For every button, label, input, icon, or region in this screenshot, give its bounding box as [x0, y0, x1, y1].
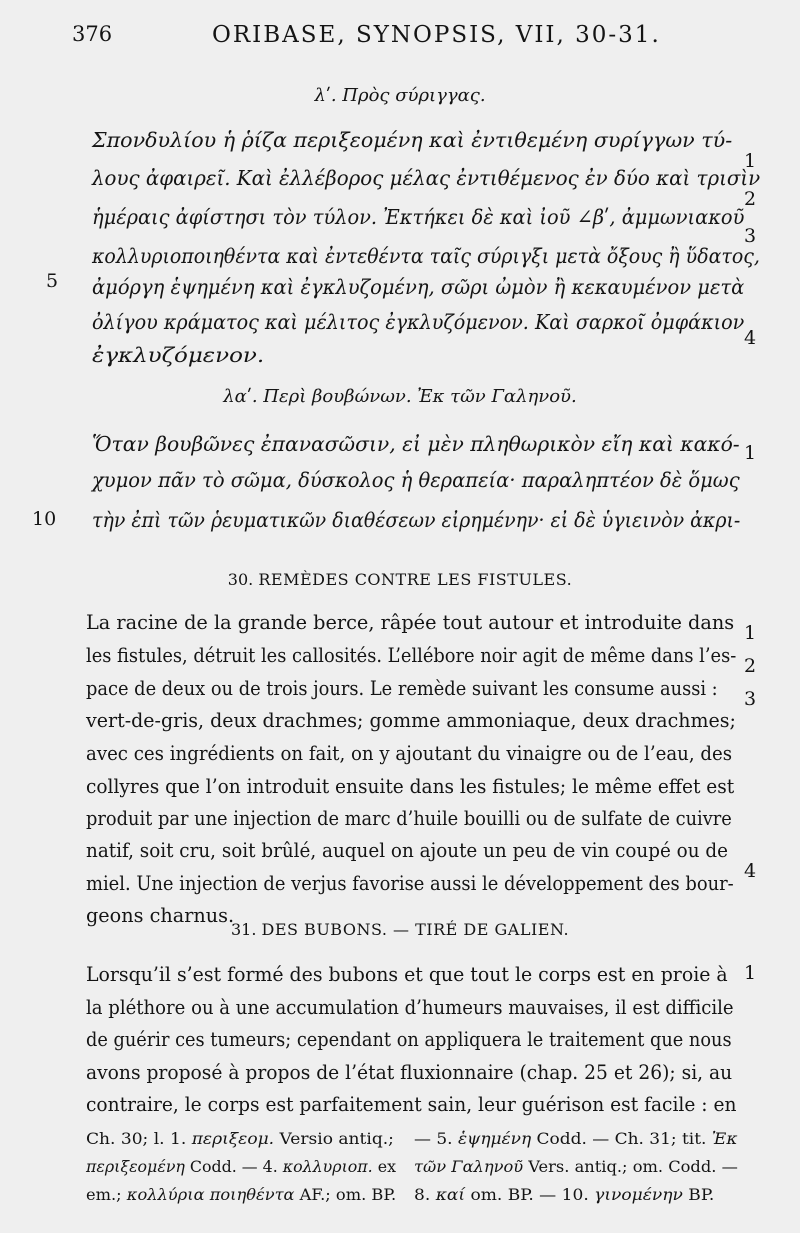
greek-line-number-5: 5	[46, 270, 59, 292]
footnote-right-line-1	[414, 1130, 737, 1148]
greek-chapter-31-line-1: Ὅταν βουβῶνες ἐπανασῶσιν, εἰ μὲν πληθωρικὸν εἴη καὶ κακό-	[92, 432, 740, 456]
french-chapter-31-line-1: Lorsqu’il s’est formé des bubons et que tout le corps est en proie à	[86, 962, 728, 986]
french-chapter-30-line-2: les fistules, détruit les callosités. L’ellébore noir agit de même dans l’es-	[86, 643, 737, 667]
footnote-right-line-3	[414, 1186, 714, 1204]
greek-chapter-30-ref-2: 2	[744, 188, 757, 210]
greek-chapter-30-line-5: ἀμόργη ἑψημένη καὶ ἐγκλυζομένη, σῶρι ὠμὸν ἢ κεκαυμένον μετὰ	[92, 275, 745, 299]
greek-chapter-30-line-7: ἐγκλυζόμενον.	[92, 343, 265, 367]
french-chapter-31-line-5: contraire, le corps est parfaitement sain, leur guérison est facile : en	[86, 1092, 737, 1116]
greek-line-number-10: 10	[32, 508, 57, 530]
french-chapter-31-line-4: avons proposé à propos de l’état fluxionnaire (chap. 25 et 26); si, au	[86, 1060, 733, 1084]
footnote-left-line-2-part-1: περιξεομένη	[86, 1158, 185, 1176]
footnote-right-line-3-part-1: 8.	[414, 1186, 436, 1204]
french-chapter-30-ref-2: 2	[744, 655, 757, 677]
french-chapter-31-ref-1: 1	[744, 962, 757, 984]
footnote-left-line-2-part-3: κολλυριοπ.	[282, 1158, 373, 1176]
greek-chapter-31-ref-1: 1	[744, 442, 757, 464]
french-chapter-30-line-9: miel. Une injection de verjus favorise aussi le développement des bour-	[86, 871, 734, 895]
greek-chapter-30-title: λʹ. Πρὸς σύριγγας.	[314, 85, 486, 106]
greek-chapter-30-ref-3: 3	[744, 225, 757, 247]
footnote-left-line-3-part-1: em.;	[86, 1186, 127, 1204]
footnote-right-line-2-part-2: Vers. antiq.; om. Codd. —	[523, 1158, 738, 1176]
footnote-left-line-1	[86, 1130, 394, 1148]
french-chapter-30-line-8: natif, soit cru, soit brûlé, auquel on ajoute un peu de vin coupé ou de	[86, 838, 728, 862]
footnote-left-line-2-part-4: ex	[372, 1158, 396, 1176]
french-chapter-30-line-6: collyres que l’on introduit ensuite dans les fistules; le même effet est	[86, 774, 735, 798]
french-chapter-30-line-5: avec ces ingrédients on fait, on y ajoutant du vinaigre ou de l’eau, des	[86, 741, 733, 765]
french-chapter-31-line-3: de guérir ces tumeurs; cependant on appliquera le traitement que nous	[86, 1027, 732, 1051]
footnote-left-line-2-part-2: Codd. — 4.	[184, 1158, 283, 1176]
footnote-left-line-1-part-3: Versio antiq.;	[274, 1130, 394, 1148]
footnote-right-line-2-part-1: τῶν Γαληνοῦ	[414, 1158, 524, 1176]
french-chapter-30-line-1: La racine de la grande berce, râpée tout autour et introduite dans	[86, 610, 735, 634]
footnote-left-line-3-part-3: AF.; om. BP.	[294, 1186, 397, 1204]
french-chapter-30-ref-3: 3	[744, 688, 757, 710]
greek-chapter-30-ref-4: 4	[744, 327, 757, 349]
greek-chapter-30-line-2: λους ἀφαιρεῖ. Καὶ ἐλλέβορος μέλας ἐντιθέμενος ἐν δύο καὶ τρισὶν	[92, 166, 761, 190]
page-number: 376	[72, 22, 113, 46]
footnote-right-line-3-part-4: γινομένην	[594, 1186, 683, 1204]
french-chapter-30-line-4: vert-de-gris, deux drachmes; gomme ammoniaque, deux drachmes;	[86, 708, 736, 732]
greek-chapter-30-line-1: Σπονδυλίου ἡ ῥίζα περιξεομένη καὶ ἐντιθεμένη συρίγγων τύ-	[92, 128, 733, 152]
greek-chapter-31-title: λαʹ. Περὶ βουβώνων. Ἐκ τῶν Γαληνοῦ.	[223, 386, 577, 407]
greek-chapter-30-line-4: κολλυριοποιηθέντα καὶ ἐντεθέντα ταῖς σύριγξι μετὰ ὄξους ἢ ὕδατος,	[92, 244, 760, 268]
greek-chapter-30-line-6: ὀλίγου κράματος καὶ μέλιτος ἐγκλυζόμενον. Καὶ σαρκοῖ ὀμφάκιον	[92, 310, 745, 334]
french-chapter-31-line-2: la pléthore ou à une accumulation d’humeurs mauvaises, il est difficile	[86, 995, 734, 1019]
french-chapter-30-number: 30.	[227, 570, 254, 589]
footnote-right-line-1-part-2: ἑψημένη	[457, 1130, 532, 1148]
greek-chapter-30-line-3: ἡμέραις ἀφίστησι τὸν τύλον. Ἐκτήκει δὲ καὶ ἰοῦ ∠βʹ, ἀμμωνιακοῦ	[92, 205, 745, 229]
footnote-right-line-3-part-2: καί	[435, 1186, 466, 1204]
greek-chapter-30-ref-1: 1	[744, 150, 757, 172]
footnote-right-line-3-part-5: BP.	[682, 1186, 715, 1204]
footnote-left-line-1-part-1: Ch. 30; l. 1.	[86, 1130, 192, 1148]
footnote-right-line-1-part-3: Codd. — Ch. 31; tit.	[531, 1130, 712, 1148]
greek-chapter-31-line-2: χυμον πᾶν τὸ σῶμα, δύσκολος ἡ θεραπεία· παραληπτέον δὲ ὅμως	[92, 468, 740, 492]
footnote-right-line-1-part-1: — 5.	[414, 1130, 458, 1148]
french-chapter-30-ref-1: 1	[744, 622, 757, 644]
footnote-left-line-1-part-2: περιξεομ.	[191, 1130, 275, 1148]
french-chapter-30-title	[0, 570, 800, 589]
footnote-right-line-1-part-4: Ἐκ	[711, 1130, 738, 1148]
footnote-left-line-2	[86, 1158, 396, 1176]
running-title: ORIBASE, SYNOPSIS, VII, 30-31.	[212, 22, 661, 48]
footnote-left-line-3	[86, 1186, 396, 1204]
page-header	[0, 22, 800, 52]
french-chapter-30-heading: REMÈDES CONTRE LES FISTULES.	[258, 570, 573, 589]
french-chapter-30-line-7: produit par une injection de marc d’huile bouilli ou de sulfate de cuivre	[86, 806, 732, 830]
footnote-left-line-3-part-2: κολλύρια ποιηθέντα	[126, 1186, 295, 1204]
french-chapter-30-line-10: geons charnus.	[86, 903, 235, 927]
french-chapter-31-number: 31.	[230, 920, 257, 939]
footnote-right-line-3-part-3: om. BP. — 10.	[465, 1186, 595, 1204]
french-chapter-31-heading: DES BUBONS. — TIRÉ DE GALIEN.	[261, 920, 570, 939]
french-chapter-31-title	[0, 920, 800, 939]
greek-chapter-31-line-3: τὴν ἐπὶ τῶν ῥευματικῶν διαθέσεων εἰρημένην· εἰ δὲ ὑγιεινὸν ἀκρι-	[92, 508, 741, 532]
french-chapter-30-line-3: pace de deux ou de trois jours. Le remède suivant les consume aussi :	[86, 676, 718, 700]
french-chapter-30-ref-4: 4	[744, 860, 757, 882]
footnote-right-line-2	[414, 1158, 738, 1176]
